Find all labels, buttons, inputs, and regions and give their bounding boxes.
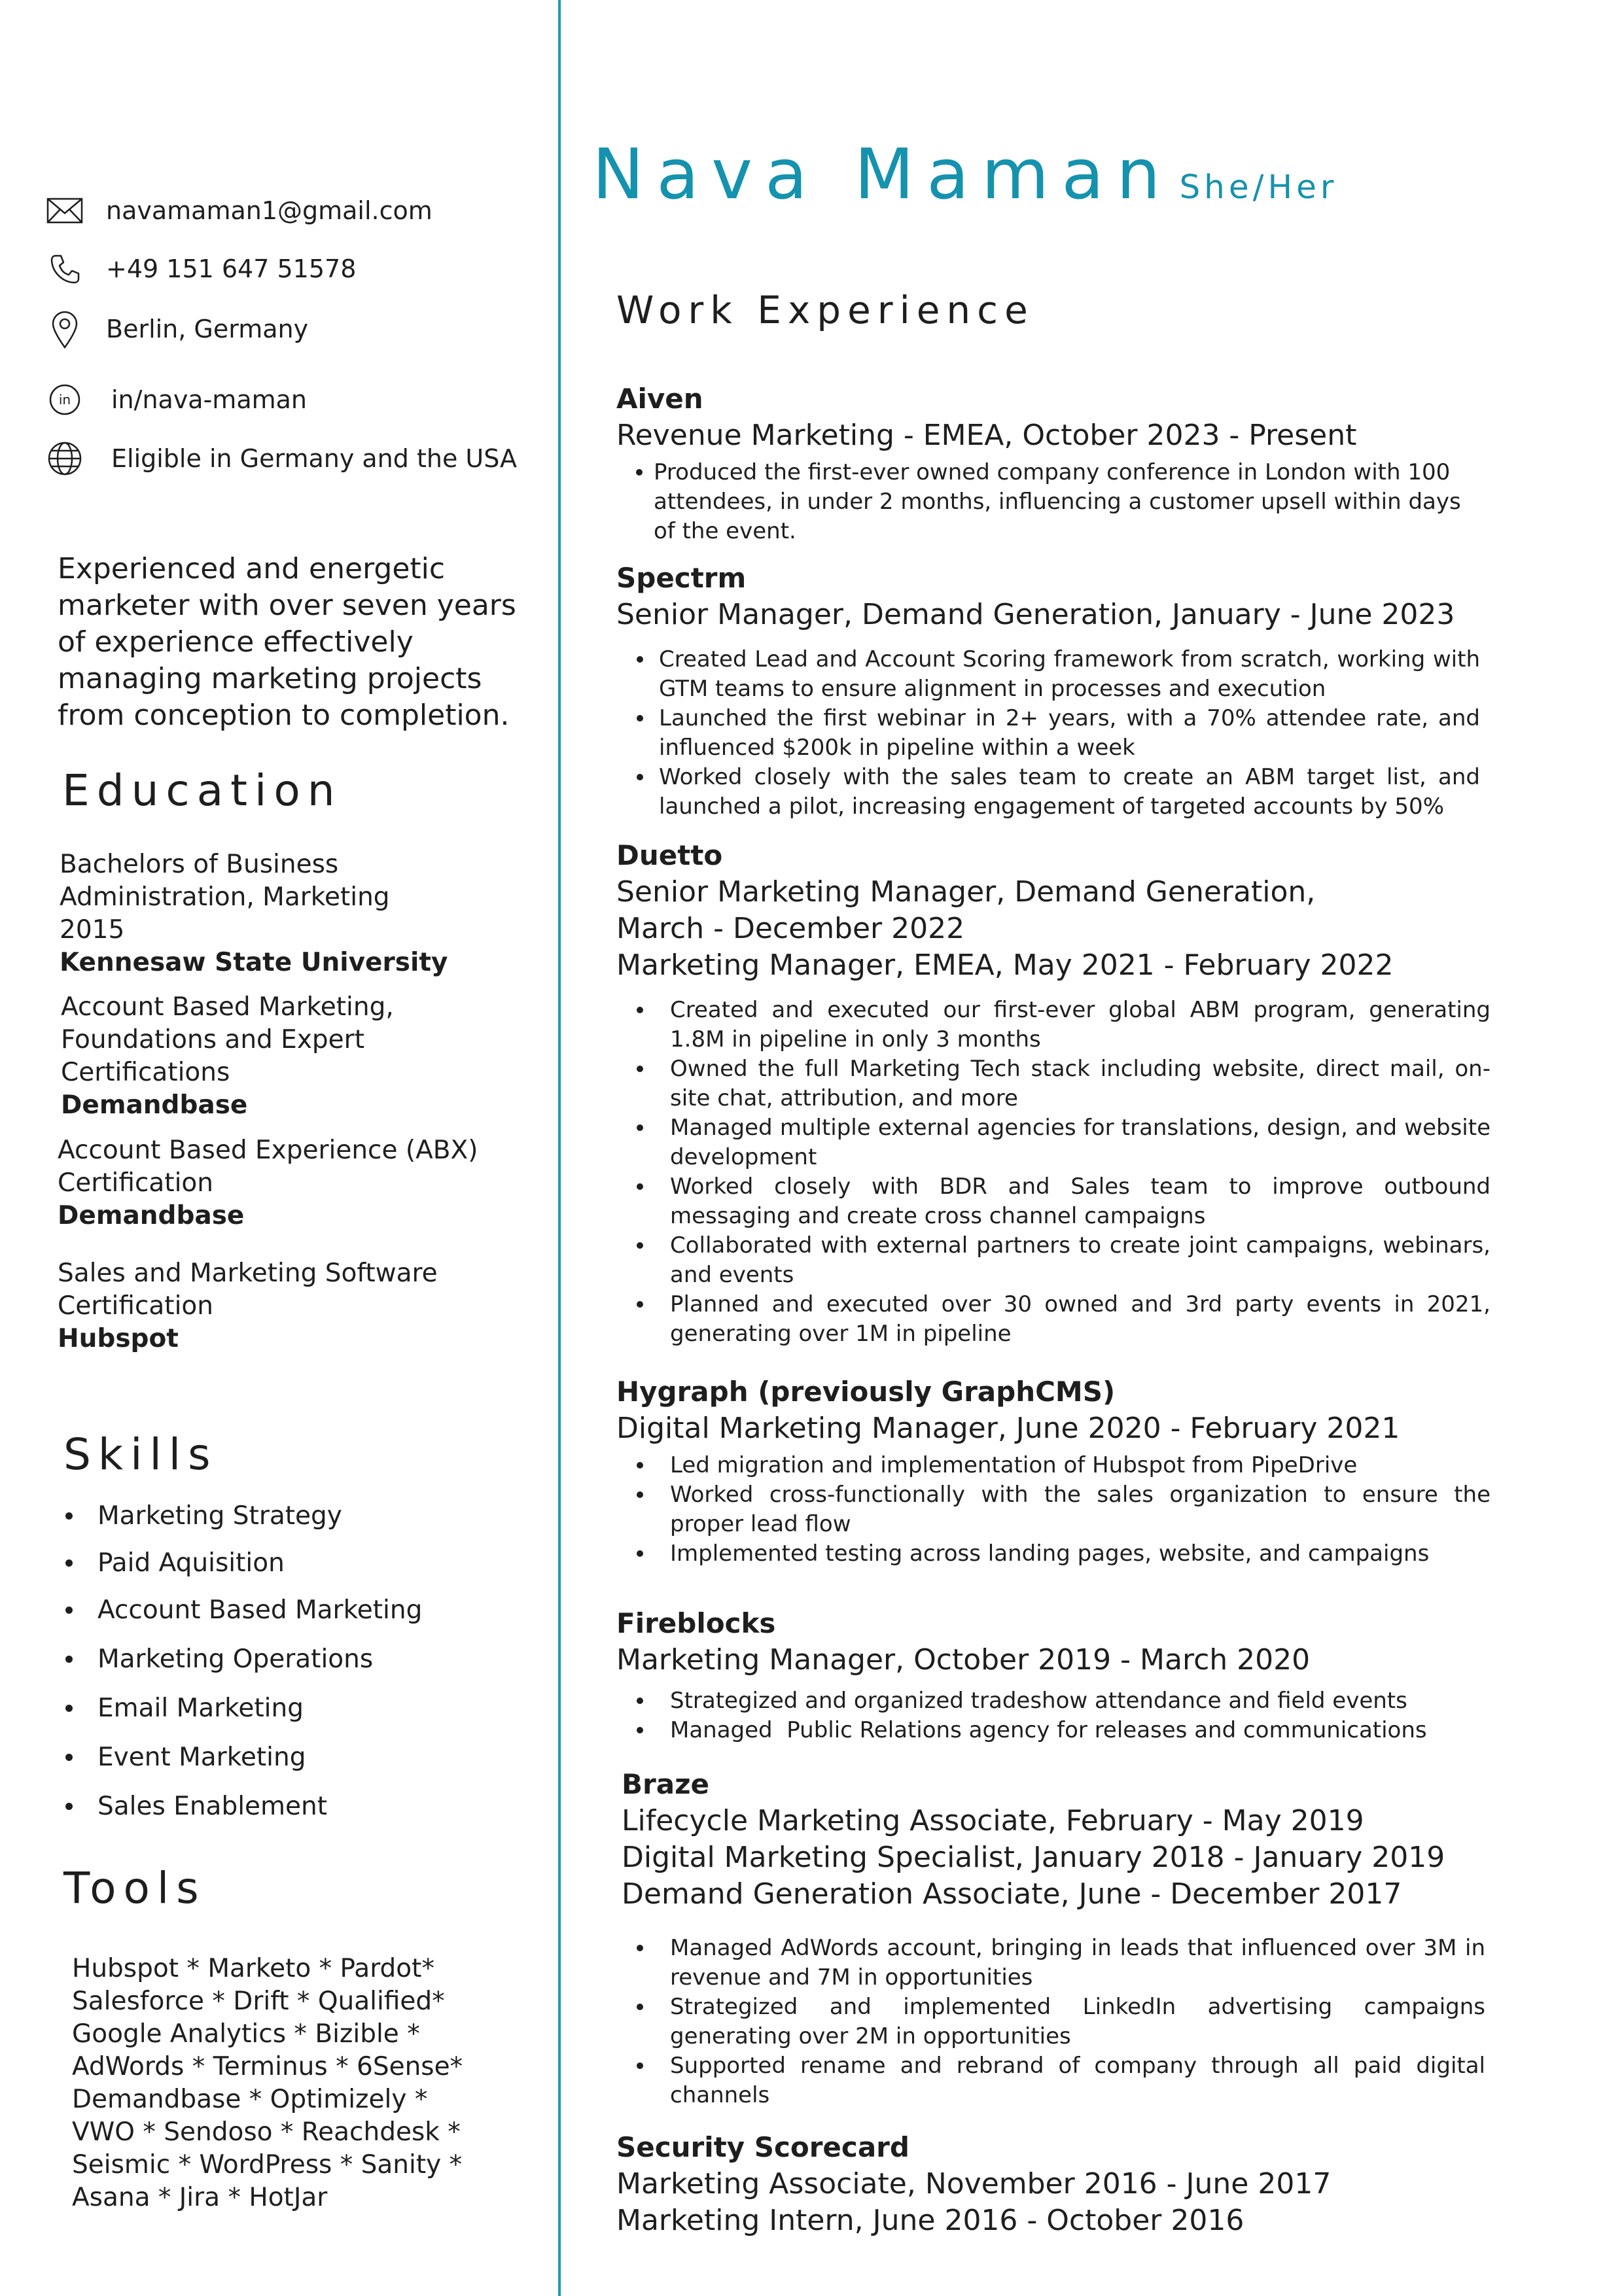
skill-item: Email Marketing — [65, 1684, 422, 1733]
work-experience-heading: Work Experience — [616, 288, 1034, 332]
tools-line: VWO * Sendoso * Reachdesk * — [72, 2117, 461, 2147]
job-bullets — [616, 1451, 1491, 1569]
job-bullet: Supported rename and rebrand of company through all paid digital channels — [616, 2051, 1485, 2110]
job-bullet: Launched the first webinar in 2+ years, with a 70% attendee rate, and influenced $200k in pipeline within a week — [616, 704, 1480, 763]
education-org: Kennesaw State University — [60, 948, 448, 977]
job-bullets — [616, 1934, 1485, 2110]
skill-item: Sales Enablement — [65, 1782, 422, 1831]
phone-text: +49 151 647 51578 — [106, 254, 357, 283]
profile-summary: Experienced and energetic marketer with over seven years of experience effectively managing marketing projects from conception to completion. — [58, 552, 516, 732]
tools-line: Seismic * WordPress * Sanity * — [72, 2150, 463, 2180]
contact-linkedin — [46, 377, 307, 423]
job-company: Spectrm — [616, 562, 747, 594]
skill-item: Account Based Marketing — [65, 1586, 422, 1635]
person-name: Nava Maman — [592, 134, 1173, 215]
education-item — [58, 1134, 529, 1232]
education-title-line: Account Based Experience (ABX) — [58, 1136, 478, 1165]
job-role: Digital Marketing Manager, June 2020 - February 2021 — [616, 1412, 1400, 1445]
job-bullet: Managed multiple external agencies for translations, design, and website development — [616, 1113, 1491, 1172]
column-divider — [558, 0, 561, 2296]
tools-line: Salesforce * Drift * Qualified* — [72, 1987, 445, 2016]
job-entry — [616, 837, 1493, 1349]
education-title-line: Sales and Marketing Software — [58, 1259, 438, 1288]
education-heading: Education — [62, 765, 342, 816]
email-text[interactable]: navamaman1@gmail.com — [106, 196, 432, 225]
job-bullet: Created Lead and Account Scoring framework from scratch, working with GTM teams to ensure alignment in processes and execution — [616, 645, 1480, 704]
education-title-line: Account Based Marketing, — [61, 992, 394, 1022]
skills-heading: Skills — [63, 1429, 218, 1480]
skill-item: Paid Aquisition — [65, 1540, 422, 1586]
tools-line: Hubspot * Marketo * Pardot* — [72, 1954, 434, 1983]
education-title-line: Foundations and Expert — [61, 1025, 364, 1054]
education-org: Demandbase — [61, 1090, 248, 1120]
job-role: Marketing Intern, June 2016 - October 2016 — [616, 2204, 1244, 2237]
job-company: Aiven — [616, 383, 703, 415]
job-bullet: Implemented testing across landing pages, website, and campaigns — [616, 1539, 1491, 1569]
contact-phone — [46, 246, 356, 292]
skill-item: Marketing Strategy — [65, 1491, 422, 1540]
globe-icon — [46, 440, 84, 478]
phone-icon — [46, 250, 84, 288]
job-bullet: Strategized and implemented LinkedIn advertising campaigns generating over 2M in opportunities — [616, 1992, 1485, 2051]
job-bullet: Created and executed our first-ever global ABM program, generating 1.8M in pipeline in only 3 months — [616, 996, 1491, 1054]
location-text: Berlin, Germany — [106, 315, 309, 343]
job-company: Duetto — [616, 839, 723, 871]
education-item — [61, 991, 532, 1122]
job-bullet: Produced the first-ever owned company conference in London with 100 attendees, in under 2 months, influencing a customer upsell within days of the event. — [616, 458, 1467, 546]
job-entry — [616, 381, 1493, 546]
job-bullet: Managed AdWords account, bringing in leads that influenced over 3M in revenue and 7M in opportunities — [616, 1934, 1485, 1992]
education-org: Hubspot — [58, 1324, 179, 1353]
job-entry — [616, 560, 1493, 822]
tools-line: Demandbase * Optimizely * — [72, 2085, 428, 2114]
education-item — [60, 848, 531, 979]
tools-line: Google Analytics * Bizible * — [72, 2019, 420, 2049]
job-bullet: Strategized and organized tradeshow attendance and field events — [616, 1686, 1491, 1716]
job-role: Revenue Marketing - EMEA, October 2023 - Present — [616, 419, 1357, 452]
job-company: Security Scorecard — [616, 2131, 909, 2163]
skill-item: Event Marketing — [65, 1733, 422, 1782]
education-title-line: Bachelors of Business — [60, 850, 339, 879]
linkedin-text[interactable]: in/nava-maman — [111, 385, 307, 414]
tools-line: Asana * Jira * HotJar — [72, 2183, 328, 2212]
tools-list — [72, 1953, 463, 2214]
education-title-line: 2015 — [60, 915, 125, 945]
job-bullet: Worked closely with BDR and Sales team to improve outbound messaging and create cross channel campaigns — [616, 1172, 1491, 1231]
education-title-line: Certification — [58, 1168, 213, 1198]
job-bullets — [616, 458, 1467, 546]
education-title-line: Certification — [58, 1291, 213, 1321]
name-header — [592, 134, 1337, 215]
job-role: Senior Marketing Manager, Demand Generation, March - December 2022 — [616, 875, 1316, 945]
job-bullets — [616, 1686, 1491, 1745]
tools-line: AdWords * Terminus * 6Sense* — [72, 2052, 463, 2081]
location-pin-icon — [46, 310, 84, 348]
job-bullet: Owned the full Marketing Tech stack including website, direct mail, on-site chat, attribution, and more — [616, 1054, 1491, 1113]
job-bullet: Planned and executed over 30 owned and 3rd party events in 2021, generating over 1M in pipeline — [616, 1290, 1491, 1349]
tools-heading: Tools — [63, 1863, 206, 1913]
job-role: Marketing Manager, EMEA, May 2021 - February 2022 — [616, 948, 1394, 982]
mail-icon — [46, 192, 84, 230]
job-entry — [616, 1605, 1493, 1745]
education-title-line: Administration, Marketing — [60, 882, 390, 912]
job-role: Digital Marketing Specialist, January 2018 - January 2019 — [622, 1841, 1445, 1874]
contact-location — [46, 306, 308, 352]
job-company: Hygraph (previously GraphCMS) — [616, 1376, 1116, 1408]
job-bullet: Led migration and implementation of Hubspot from PipeDrive — [616, 1451, 1491, 1480]
contact-eligibility — [46, 436, 517, 481]
education-title-line: Certifications — [61, 1058, 230, 1087]
linkedin-icon — [46, 381, 84, 419]
job-bullet: Managed Public Relations agency for releases and communications — [616, 1716, 1491, 1745]
education-item — [58, 1257, 529, 1355]
job-role: Lifecycle Marketing Associate, February - May 2019 — [622, 1804, 1364, 1837]
job-bullet: Worked closely with the sales team to create an ABM target list, and launched a pilot, increasing engagement of targeted accounts by 50% — [616, 763, 1480, 822]
svg-text:in: in — [58, 392, 71, 408]
eligibility-text: Eligible in Germany and the USA — [111, 444, 518, 473]
job-company: Fireblocks — [616, 1607, 776, 1639]
skill-item: Marketing Operations — [65, 1635, 422, 1684]
contact-email — [46, 188, 432, 234]
education-org: Demandbase — [58, 1201, 245, 1230]
job-entry — [616, 1374, 1493, 1569]
job-bullets — [616, 645, 1480, 822]
job-entry — [622, 1766, 1498, 2110]
pronouns: She/Her — [1179, 168, 1338, 206]
job-role: Marketing Manager, October 2019 - March 2020 — [616, 1643, 1311, 1677]
job-role: Demand Generation Associate, June - December 2017 — [622, 1877, 1402, 1911]
job-entry — [616, 2129, 1493, 2239]
job-role: Marketing Associate, November 2016 - June 2017 — [616, 2167, 1332, 2200]
job-bullets — [616, 996, 1491, 1349]
job-bullet: Collaborated with external partners to create joint campaigns, webinars, and events — [616, 1231, 1491, 1290]
job-role: Senior Manager, Demand Generation, January - June 2023 — [616, 598, 1455, 631]
job-company: Braze — [622, 1768, 709, 1800]
skills-list — [65, 1491, 422, 1831]
job-bullet: Worked cross-functionally with the sales organization to ensure the proper lead flow — [616, 1480, 1491, 1539]
